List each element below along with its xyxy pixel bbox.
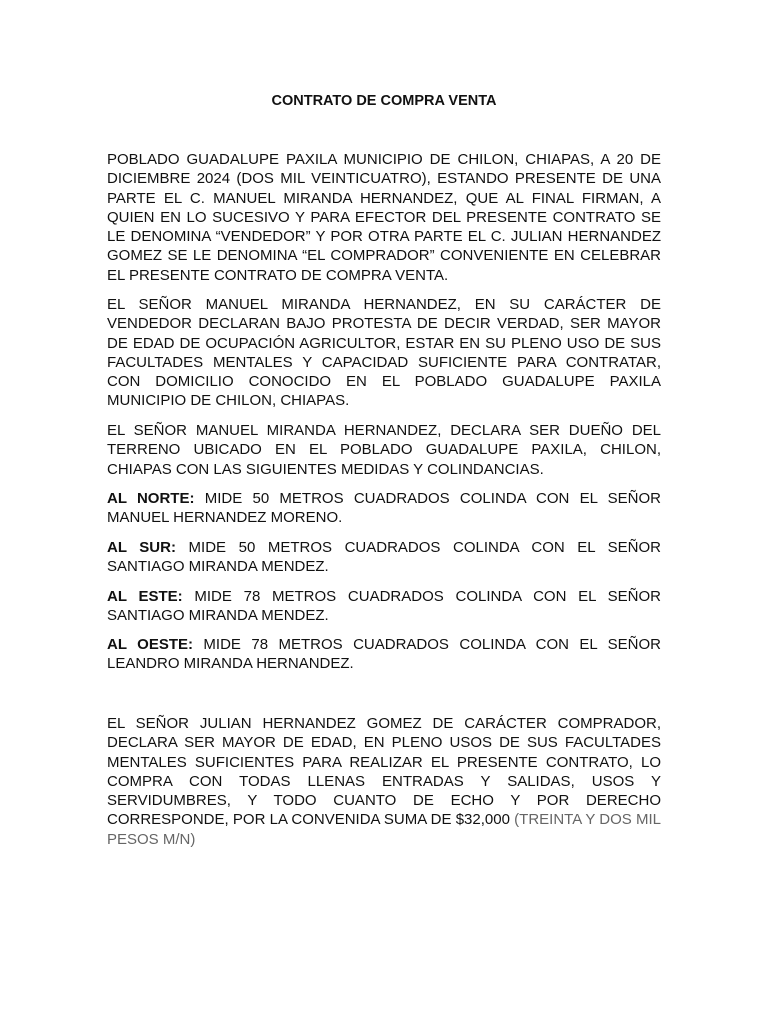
- buyer-declaration-paragraph: [107, 714, 661, 849]
- boundary-north-text: MIDE 50 METROS CUADRADOS COLINDA CON EL SEÑOR MANUEL HERNANDEZ MORENO.: [107, 490, 662, 527]
- boundary-west-text: MIDE 78 METROS CUADRADOS COLINDA CON EL SEÑOR LEANDRO MIRANDA HERNANDEZ.: [107, 636, 661, 673]
- boundary-east: [107, 587, 661, 626]
- ownership-paragraph: EL SEÑOR MANUEL MIRANDA HERNANDEZ, DECLARA SER DUEÑO DEL TERRENO UBICADO EN EL POBLADO GUADALUPE PAXILA, CHILON, CHIAPAS CON LAS SIGUIENTES MEDIDAS Y COLINDANCIAS.: [107, 422, 661, 478]
- amount-in-words: (TREINTA Y DOS MIL PESOS M/N): [107, 811, 661, 848]
- boundary-east-text: MIDE 78 METROS CUADRADOS COLINDA CON EL SEÑOR SANTIAGO MIRANDA MENDEZ.: [107, 588, 661, 625]
- intro-paragraph: POBLADO GUADALUPE PAXILA MUNICIPIO DE CHILON, CHIAPAS, A 20 DE DICIEMBRE 2024 (DOS MIL VEINTICUATRO), ESTANDO PRESENTE DE UNA PARTE EL C. MANUEL MIRANDA HERNANDEZ, QUE AL FINAL FIRMAN, A QUIEN EN LO SUCESIVO Y PARA EFECTOR DEL PRESENTE CONTRATO SE LE DENOMINA “VENDEDOR” Y POR OTRA PARTE EL C. JULIAN HERNANDEZ GOMEZ SE LE DENOMINA “EL COMPRADOR” CONVENIENTE EN CELEBRAR EL PRESENTE CONTRATO DE COMPRA VENTA.: [107, 151, 661, 284]
- buyer-declaration-text: EL SEÑOR JULIAN HERNANDEZ GOMEZ DE CARÁCTER COMPRADOR, DECLARA SER MAYOR DE EDAD, EN PLENO USOS DE SUS FACULTADES MENTALES SUFICIENTES PARA REALIZAR EL PRESENTE CONTRATO, LO COMPRA CON TODAS LLENAS ENTRADAS Y SALIDAS, USOS Y SERVIDUMBRES, Y TODO CUANTO DE ECHO Y POR DERECHO CORRESPONDE, POR LA CONVENIDA SUMA DE $32,000: [107, 715, 661, 829]
- boundary-north-label: AL NORTE:: [107, 490, 195, 507]
- boundary-south-label: AL SUR:: [107, 539, 176, 556]
- contract-title: CONTRATO DE COMPRA VENTA: [271, 93, 497, 109]
- boundary-south-text: MIDE 50 METROS CUADRADOS COLINDA CON EL SEÑOR SANTIAGO MIRANDA MENDEZ.: [107, 539, 662, 576]
- boundary-north: [107, 489, 661, 528]
- boundary-east-label: AL ESTE:: [107, 588, 183, 605]
- seller-declaration-paragraph: EL SEÑOR MANUEL MIRANDA HERNANDEZ, EN SU CARÁCTER DE VENDEDOR DECLARAN BAJO PROTESTA DE DECIR VERDAD, SER MAYOR DE EDAD DE OCUPACIÓN AGRICULTOR, ESTAR EN SU PLENO USO DE SUS FACULTADES MENTALES Y CAPACIDAD SUFICIENTE PARA CONTRATAR, CON DOMICILIO CONOCIDO EN EL POBLADO GUADALUPE PAXILA MUNICIPIO DE CHILON, CHIAPAS.: [107, 296, 661, 410]
- boundary-west-label: AL OESTE:: [107, 636, 193, 653]
- boundary-west: [107, 635, 661, 674]
- boundary-south: [107, 538, 661, 577]
